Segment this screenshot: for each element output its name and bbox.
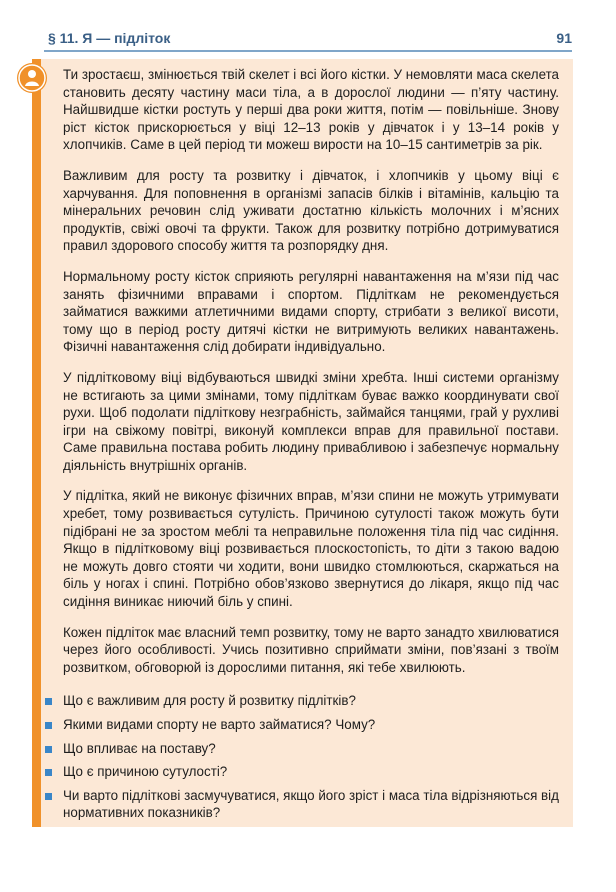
question-list xyxy=(63,692,559,822)
paragraph: У підлітковому віці відбуваються швидкі зміни хребта. Інші системи організму не встигають за цими змінами, тому підліткам буває важко координувати свої рухи. Щоб подолати підліткову незграбність, займайся танцями, грай у рухливі ігри на свіжому повітрі, виконуй комплекси вправ для правильної постави. Саме правильна постава робить людину привабливою і забезпечує нормальну діяльність внутрішніх органів. xyxy=(63,369,559,473)
bullet-square-icon xyxy=(45,698,52,705)
bullet-square-icon xyxy=(45,746,52,753)
bullet-square-icon xyxy=(45,793,52,800)
question-text: Що впливає на поставу? xyxy=(63,740,216,756)
main-text xyxy=(63,66,559,828)
page-header xyxy=(44,30,572,52)
question-item xyxy=(63,787,559,822)
paragraph: Ти зростаєш, змінюється твій скелет і всі його кістки. У немовляти маса скелета становить десяту частину маси тіла, а в дорослої людини — п’яту частину. Найшвидше кістки ростуть у перші два роки життя, потім — повільніше. Знову ріст кісток прискорюється у віці 12–13 років у дівчаток і у 13–14 років у хлопчиків. Саме в цей період ти можеш вирости на 10–15 сантиметрів за рік. xyxy=(63,67,559,153)
page-number: 91 xyxy=(556,30,572,46)
teen-avatar-icon xyxy=(17,63,47,93)
bullet-square-icon xyxy=(45,769,52,776)
paragraph: Кожен підліток має власний темп розвитку, тому не варто занадто хвилюватися через його особливості. Учись позитивно сприймати зміни, пов’язані з твоїм розвитком, обговорюй із дорослими питання, які тебе хвилюють. xyxy=(63,624,559,675)
section-title: § 11. Я — підліток xyxy=(48,30,171,46)
question-text: Що є важливим для росту й розвитку підлітків? xyxy=(63,693,356,709)
bullet-square-icon xyxy=(45,722,52,729)
paragraph: Нормальному росту кісток сприяють регулярні навантаження на м’язи під час занять фізичними вправами і спортом. Підліткам не рекомендується займатися важкими атлетичними видами спорту, стрибати з великої висоти, тому що в період росту дитячі кістки не витримують великих навантажень. Фізичні навантаження слід добирати індивідуально. xyxy=(63,268,559,355)
question-item xyxy=(63,692,559,710)
question-text: Якими видами спорту не варто займатися? Чому? xyxy=(63,717,376,732)
question-text: Що є причиною сутулості? xyxy=(63,764,228,780)
question-item xyxy=(63,716,559,734)
question-item xyxy=(63,763,559,781)
question-text: Чи варто підліткові засмучуватися, якщо його зріст і маса тіла відрізняються від нормативних показників? xyxy=(63,787,559,821)
paragraph: Важливим для росту та розвитку і дівчаток, і хлопчиків у цьому віці є харчування. Для поповнення в організмі запасів білків і вітамінів, кальцію та мінеральних речовин слід уживати достатню кількість молочних і м’ясних продуктів, свіжі овочі та фрукти. Також для розвитку потрібно дотримуватися правил здорового способу життя та розпорядку дня. xyxy=(63,167,559,254)
left-accent-bar xyxy=(32,59,41,827)
paragraph: У підлітка, який не виконує фізичних вправ, м’язи спини не можуть утримувати хребет, тому розвивається сутулість. Причиною сутулості також можуть бути підібрані не за зростом меблі та неправильне положення тіла під час сидіння. Якщо в підлітковому віці розвивається плоскостопість, то діти з такою вадою не можуть довго стояти чи ходити, вони швидко стомлюються, скаржаться на біль у ногах і спині. Потрібно обов’язково звернутися до лікаря, якщо під час сидіння виникає ниючий біль у спині. xyxy=(63,488,559,610)
question-item xyxy=(63,740,559,758)
